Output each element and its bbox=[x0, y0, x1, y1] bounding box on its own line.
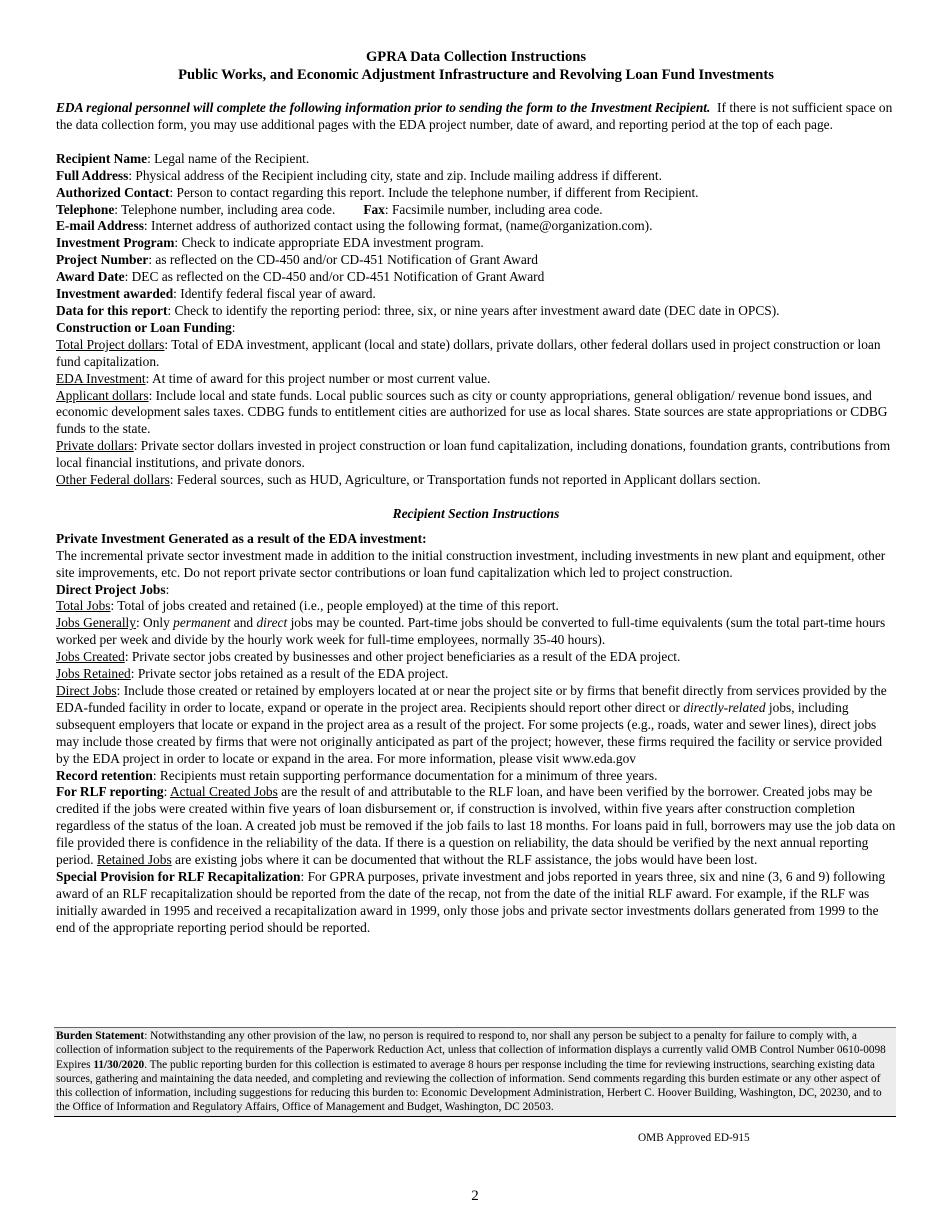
burden-text: . The public reporting burden for this collection is estimated to average 8 hours per response including the time for reviewing instructions, searching existing data sources, gathering and maintaining the data needed, and completing and reviewing the collection of information. Send comments regarding this burden estimate or any other aspect of this collection of information, including suggestions for reducing this burden to: Economic Development Administration, Herbert C. Hoover Building, Washington, DC, 20230, and to the Office of Information and Regulatory Affairs, Office of Management and Budget, Washington, DC 20503. bbox=[56, 1058, 882, 1114]
field-text: : Telephone number, including area code. bbox=[114, 201, 336, 217]
burden-text: : Notwithstanding any other provision of the law, no person is required to respond to, nor shall any person be subject to a penalty for failure to comply with, a collection of information subject to the requirements of the Paperwork Reduction Act, unless that collection of information displays a currently valid OMB Control Number 0610-0098 Expires bbox=[56, 1030, 886, 1071]
jobs-emphasis: permanent bbox=[173, 615, 231, 631]
item-underlined: Actual Created Jobs bbox=[169, 784, 278, 800]
field-label: Recipient Name bbox=[56, 150, 148, 166]
funding-label: Private dollars bbox=[56, 438, 134, 454]
funding-eda-investment bbox=[56, 371, 896, 388]
jobs-text: : Include those created or retained by employers located at or near the project site or by firms that benefit directly from services provided by the EDA-funded facility in order to locate, expand or operate in the project area. Recipients should report other direct or bbox=[56, 683, 887, 715]
item-label: Special Provision for RLF Recapitalization bbox=[56, 868, 301, 884]
funding-label: Applicant dollars bbox=[56, 387, 149, 403]
burden-label: Burden Statement bbox=[56, 1030, 145, 1042]
private-investment-heading: Private Investment Generated as a result of the EDA investment: bbox=[56, 530, 427, 546]
funding-other-federal bbox=[56, 472, 896, 489]
heading-label: Direct Project Jobs bbox=[56, 581, 166, 597]
special-provision bbox=[56, 869, 896, 937]
item-colon: : bbox=[163, 784, 170, 800]
direct-jobs-heading bbox=[56, 582, 896, 599]
field-email bbox=[56, 218, 896, 235]
rlf-reporting bbox=[56, 784, 896, 869]
burden-expiry-date: 11/30/2020 bbox=[93, 1058, 145, 1071]
field-text: : Physical address of the Recipient including city, state and zip. Include mailing address if different. bbox=[128, 167, 662, 183]
funding-label: Total Project dollars bbox=[56, 336, 165, 352]
funding-text: : Private sector dollars invested in project construction or loan fund capitalization, including donations, foundation grants, contributions from local financial institutions, and private donors. bbox=[56, 438, 891, 471]
funding-label: EDA Investment bbox=[56, 370, 146, 386]
direct-jobs bbox=[56, 683, 896, 768]
recipient-section-title: Recipient Section Instructions bbox=[392, 505, 560, 521]
jobs-text: jobs may be counted. Part-time jobs should be converted to full-time equivalents (sum the total part-time hours worked per week and divide by the hourly work week for full-time employees, normally 35-40 hours). bbox=[56, 615, 886, 648]
field-text: : Facsimile number, including area code. bbox=[384, 201, 603, 217]
field-telephone-fax bbox=[56, 202, 896, 219]
jobs-generally bbox=[56, 615, 896, 649]
funding-text: : Federal sources, such as HUD, Agriculture, or Transportation funds not reported in Applicant dollars section. bbox=[169, 472, 761, 488]
field-label: Investment Program bbox=[56, 235, 175, 251]
funding-text: : At time of award for this project number or most current value. bbox=[145, 370, 491, 386]
jobs-text: jobs, including subsequent employers that locate or expand in the project area as a result of the project. For some projects (e.g., roads, water and sewer lines), direct jobs may include those created by firms that were not originally anticipated as part of the project; however, these firms required the facility or service provided by the EDA project in order to locate or expand in the area. For more information, please visit www.eda.gov bbox=[56, 699, 883, 766]
field-text: : DEC as reflected on the CD-450 and/or CD-451 Notification of Grant Award bbox=[124, 269, 545, 285]
funding-applicant bbox=[56, 388, 896, 439]
field-text: : as reflected on the CD-450 and/or CD-451 Notification of Grant Award bbox=[148, 252, 538, 268]
funding-text: : Total of EDA investment, applicant (local and state) dollars, private dollars, other federal dollars used in project construction or loan fund capitalization. bbox=[56, 336, 881, 369]
item-underlined: Retained Jobs bbox=[96, 852, 172, 868]
field-text: : Person to contact regarding this report. Include the telephone number, if different from Recipient. bbox=[169, 184, 699, 200]
field-construction-funding bbox=[56, 320, 896, 337]
field-label: Fax bbox=[363, 201, 385, 217]
jobs-label: Jobs Retained bbox=[56, 666, 131, 682]
funding-total-project bbox=[56, 337, 896, 371]
field-label: Full Address bbox=[56, 167, 129, 183]
jobs-text: : Total of jobs created and retained (i.e., people employed) at the time of this report. bbox=[110, 598, 559, 614]
funding-label: Other Federal dollars bbox=[56, 472, 170, 488]
jobs-text: : Private sector jobs created by businesses and other project beneficiaries as a result of the EDA project. bbox=[124, 649, 681, 665]
intro-rest: If there is not sufficient space on the data collection form, you may use additional pages with the EDA project number, date of award, and reporting period at the top of each page. bbox=[56, 100, 893, 132]
page-number: 2 bbox=[471, 1188, 479, 1204]
jobs-label: Direct Jobs bbox=[56, 683, 117, 698]
field-text: : bbox=[231, 319, 236, 335]
total-jobs bbox=[56, 598, 896, 615]
intro-lead: EDA regional personnel will complete the following information prior to sending the form to the Investment Recipient. bbox=[56, 100, 711, 115]
item-text: are the result of and attributable to the RLF loan, and have been verified by the borrower. Created jobs may be credited if the jobs were created within five years of loan disbursement or, if construction is involved, within five years after construction completion regardless of the status of the loan. A created job must be removed if the job fails to last 18 months. For loans paid in full, borrowers may use the job data on file provided there is confidence in the reliability of the data. If there is a question on reliability, the data should be verified by the next annual reporting period. bbox=[56, 784, 896, 868]
field-text: : Check to indicate appropriate EDA investment program. bbox=[174, 235, 484, 251]
document-subtitle: Public Works, and Economic Adjustment Infrastructure and Revolving Loan Fund Investments bbox=[178, 67, 774, 83]
omb-approval: OMB Approved ED-915 bbox=[638, 1132, 750, 1144]
field-project-number bbox=[56, 252, 896, 269]
field-label: Award Date bbox=[56, 269, 125, 285]
funding-private bbox=[56, 438, 896, 472]
funding-text: : Include local and state funds. Local public sources such as city or county appropriations, general obligation/ revenue bond issues, and economic development sales taxes. CDBG funds to entitlement cities are authorized for use as local shares. State sources are state appropriations or CDBG funds to the state. bbox=[56, 387, 888, 437]
field-award-date bbox=[56, 269, 896, 286]
field-label: Authorized Contact bbox=[56, 184, 170, 200]
item-text: are existing jobs where it can be documented that without the RLF assistance, the jobs would have been lost. bbox=[171, 852, 758, 868]
field-data-report bbox=[56, 303, 896, 320]
field-label: Telephone bbox=[56, 201, 115, 217]
item-label: Record retention bbox=[56, 767, 153, 783]
jobs-label: Jobs Created bbox=[56, 649, 125, 665]
jobs-text: : Only bbox=[135, 615, 174, 631]
field-label: Data for this report bbox=[56, 302, 168, 318]
jobs-label: Total Jobs bbox=[56, 598, 111, 614]
document-page bbox=[56, 48, 896, 937]
field-text: : Legal name of the Recipient. bbox=[147, 150, 310, 166]
field-authorized-contact bbox=[56, 185, 896, 202]
jobs-created bbox=[56, 649, 896, 666]
field-full-address bbox=[56, 168, 896, 185]
intro-paragraph bbox=[56, 100, 896, 134]
field-label: Project Number bbox=[56, 252, 149, 268]
field-text: : Check to identify the reporting period: three, six, or nine years after investment award date (DEC date in OPCS). bbox=[167, 302, 780, 318]
heading-colon: : bbox=[165, 581, 170, 597]
burden-statement bbox=[54, 1027, 896, 1117]
jobs-emphasis: direct bbox=[256, 615, 288, 631]
document-title: GPRA Data Collection Instructions bbox=[365, 49, 587, 65]
jobs-text: : Private sector jobs retained as a result of the EDA project. bbox=[130, 666, 449, 682]
field-recipient-name bbox=[56, 151, 896, 168]
item-label: For RLF reporting bbox=[56, 784, 164, 800]
jobs-label: Jobs Generally bbox=[56, 615, 136, 631]
field-label: Investment awarded bbox=[56, 286, 174, 302]
field-label: E-mail Address bbox=[56, 218, 144, 234]
field-label: Construction or Loan Funding bbox=[56, 319, 232, 335]
item-text: : For GPRA purposes, private investment and jobs reported in years three, six and nine (3, 6 and 9) following award of an RLF recapitalization should be reported from the date of the recap, not from the date of the initial RLF award. For example, if the RLF was initially awarded in 1995 and received a recapitalization award in 1999, only those jobs and private sector investments dollars generated from 1999 to the end of the appropriate reporting period should be reported. bbox=[56, 868, 886, 935]
private-investment-text: The incremental private sector investment made in addition to the initial construction investment, including investments in new plant and equipment, other site improvements, etc. Do not report private sector contributions or loan fund capitalization which led to project construction. bbox=[56, 547, 886, 580]
field-investment-program bbox=[56, 235, 896, 252]
jobs-retained bbox=[56, 666, 896, 683]
field-text: : Identify federal fiscal year of award. bbox=[173, 286, 376, 302]
field-text: : Internet address of authorized contact using the following format, (name@organization.com). bbox=[143, 218, 653, 234]
jobs-text: and bbox=[230, 615, 257, 631]
jobs-emphasis: directly-related bbox=[683, 699, 766, 715]
item-text: : Recipients must retain supporting performance documentation for a minimum of three years. bbox=[152, 767, 658, 783]
record-retention bbox=[56, 768, 896, 785]
field-investment-awarded bbox=[56, 286, 896, 303]
